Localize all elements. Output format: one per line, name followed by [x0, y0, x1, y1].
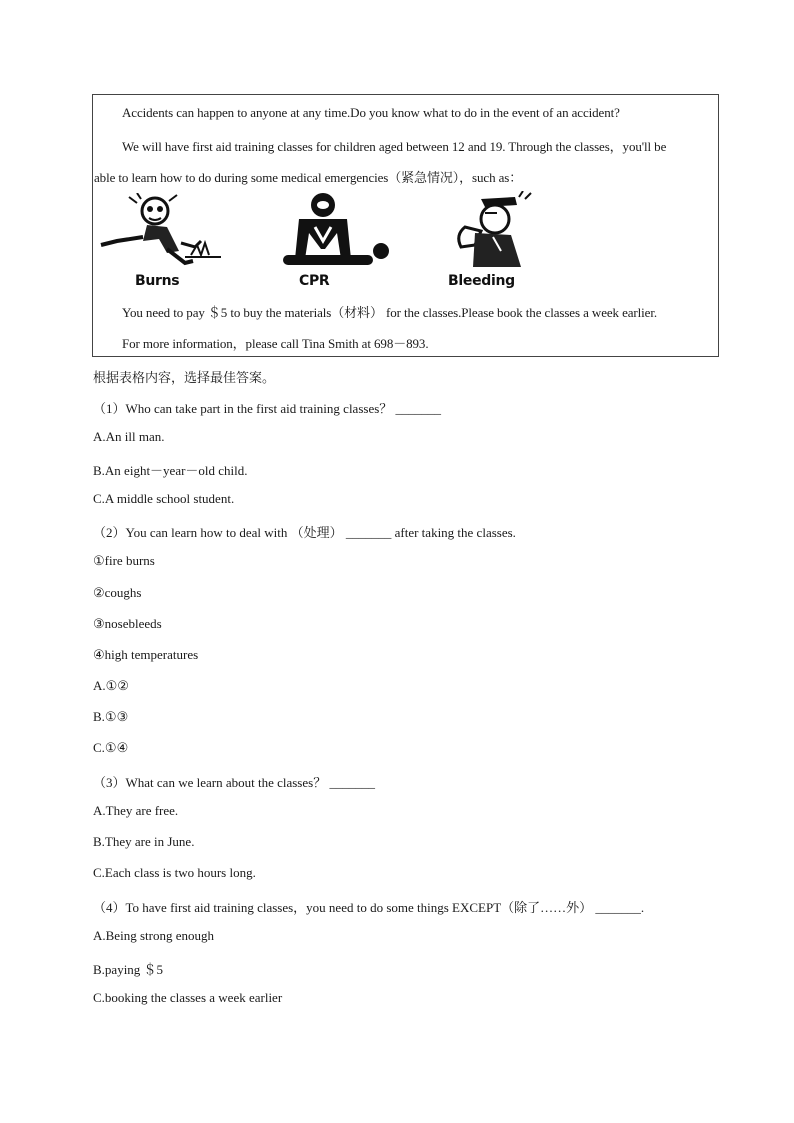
- question-3-option-c: C.Each class is two hours long.: [93, 865, 256, 880]
- notice-paragraph-2: We will have first aid training classes for children aged between 12 and 19. Through the classes，you'll be: [122, 139, 667, 154]
- cpr-icon: [279, 193, 391, 271]
- question-2-item-1: ①fire burns: [93, 553, 155, 568]
- question-2-option-c: C.①④: [93, 740, 129, 755]
- burns-person-icon: [97, 193, 223, 271]
- instruction: 根据表格内容，选择最佳答案。: [93, 370, 276, 385]
- bleeding-caption: Bleeding: [448, 273, 515, 289]
- question-4-option-c: C.booking the classes a week earlier: [93, 990, 283, 1005]
- question-3-stem: （3）What can we learn about the classes？ _______: [93, 775, 375, 790]
- question-2-option-a: A.①②: [93, 678, 129, 693]
- question-3-option-b: B.They are in June.: [93, 834, 195, 849]
- notice-paragraph-2-cont: able to learn how to do during some medical emergencies（紧急情况），such as：: [94, 170, 523, 185]
- notice-box: [92, 94, 719, 357]
- question-1-option-a: A.An ill man.: [93, 429, 165, 444]
- question-1-option-c: C.A middle school student.: [93, 491, 235, 506]
- question-2-item-3: ③nosebleeds: [93, 616, 162, 631]
- question-1-option-b: B.An eight－year－old child.: [93, 463, 248, 478]
- burns-caption: Burns: [135, 273, 180, 289]
- bleeding-nose-icon: [445, 191, 535, 271]
- cpr-caption: CPR: [299, 273, 330, 289]
- question-4-stem: （4）To have first aid training classes，you need to do some things EXCEPT（除了……外） _______.: [93, 900, 645, 915]
- notice-paragraph-1: Accidents can happen to anyone at any time.Do you know what to do in the event of an accident?: [122, 105, 620, 120]
- question-2-item-2: ②coughs: [93, 585, 142, 600]
- question-1-stem: （1）Who can take part in the first aid training classes？ _______: [93, 401, 442, 416]
- notice-paragraph-4: For more information，please call Tina Smith at 698－893.: [122, 336, 429, 351]
- question-2-stem: （2）You can learn how to deal with （处理） _______ after taking the classes.: [93, 525, 516, 540]
- question-2-item-4: ④high temperatures: [93, 647, 199, 662]
- question-4-option-b: B.paying ＄5: [93, 962, 164, 977]
- notice-paragraph-3: You need to pay ＄5 to buy the materials（材料） for the classes.Please book the classes a week earlier.: [122, 305, 658, 320]
- question-2-option-b: B.①③: [93, 709, 129, 724]
- question-3-option-a: A.They are free.: [93, 803, 179, 818]
- question-4-option-a: A.Being strong enough: [93, 928, 214, 943]
